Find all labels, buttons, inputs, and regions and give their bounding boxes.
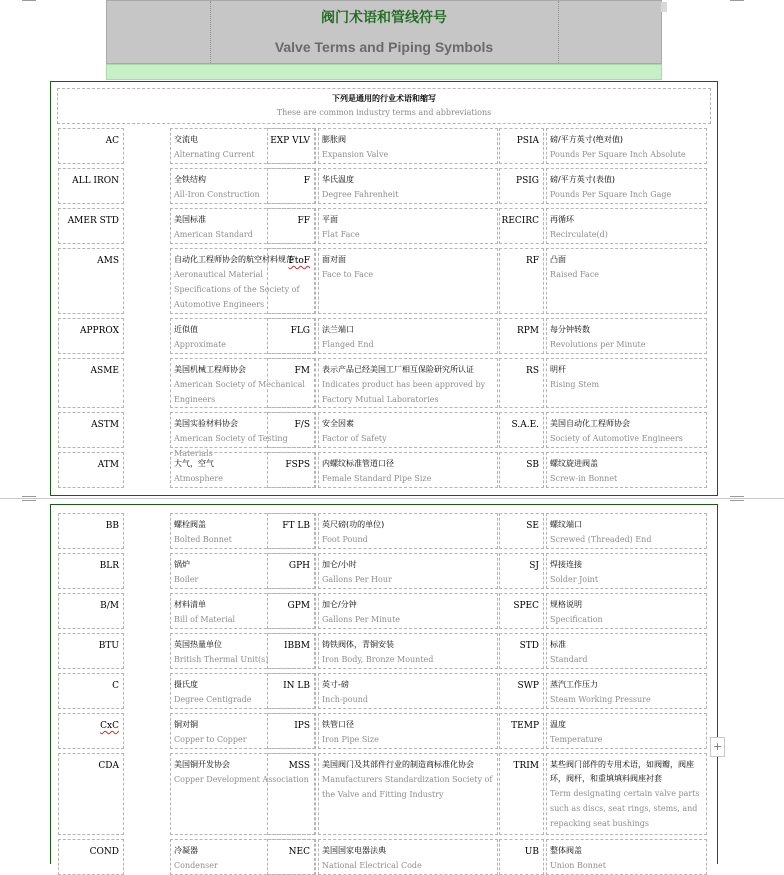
term-abbreviation: BLR — [58, 553, 124, 589]
term-name-cn: 锅炉 — [174, 560, 190, 569]
term-abbreviation: PSIA — [499, 128, 544, 164]
term-abbreviation: ASME — [58, 358, 124, 408]
term-description — [546, 633, 707, 669]
title-banner — [106, 0, 662, 64]
term-name-cn: 内螺纹标准管道口径 — [322, 459, 394, 468]
term-name-cn: 再循环 — [550, 215, 574, 224]
term-name-en: American Society of Mechanical Engineers — [174, 380, 305, 404]
term-name-cn: 磅/平方英寸(表值) — [550, 175, 615, 184]
term-description — [546, 412, 707, 448]
term-name-en: Degree Centigrade — [174, 695, 252, 704]
term-abbreviation: STD — [499, 633, 544, 669]
term-name-cn: 凸面 — [550, 255, 566, 264]
term-name-cn: 冷凝器 — [174, 846, 198, 855]
term-name-cn: 摄氏度 — [174, 680, 198, 689]
term-description — [546, 753, 707, 835]
term-name-cn: 加仑/分钟 — [322, 600, 357, 609]
term-name-cn: 明杆 — [550, 365, 566, 374]
term-name-cn: 材料清单 — [174, 600, 206, 609]
term-description — [546, 168, 707, 204]
term-abbreviation: SWP — [499, 673, 544, 709]
term-name-en: All-Iron Construction — [174, 190, 260, 199]
term-abbreviation: AC — [58, 128, 124, 164]
term-name-en: Inch-pound — [322, 695, 369, 704]
term-description — [546, 318, 707, 354]
term-name-cn: 美国阀门及其部件行业的制造商标准化协会 — [322, 760, 474, 769]
term-abbreviation: RS — [499, 358, 544, 408]
term-abbreviation: IPS — [267, 713, 315, 749]
term-description — [546, 713, 707, 749]
term-name-en: Iron Body, Bronze Mounted — [322, 655, 434, 664]
term-abbreviation: IN LB — [267, 673, 315, 709]
banner-green-band — [106, 64, 662, 80]
term-description — [318, 673, 498, 709]
term-abbreviation: RPM — [499, 318, 544, 354]
term-description — [318, 753, 498, 835]
term-description — [318, 318, 498, 354]
term-abbreviation: CxC — [58, 713, 124, 749]
term-abbreviation: PSIG — [499, 168, 544, 204]
term-name-cn: 美国国家电器法典 — [322, 846, 386, 855]
term-name-cn: 美国标准 — [174, 215, 206, 224]
term-description — [546, 128, 707, 164]
term-name-en: Gallons Per Minute — [322, 615, 401, 624]
term-name-cn: 美国铜开发协会 — [174, 760, 230, 769]
term-name-en: Term designating certain valve parts such as discs, seat rings, stems, and repacking seat bushings — [550, 789, 700, 828]
term-name-en: Union Bonnet — [550, 861, 606, 870]
term-name-en: Screwed (Threaded) End — [550, 535, 652, 544]
corner-mark — [22, 500, 36, 501]
term-name-cn: 铸铁阀体，青铜安装 — [322, 640, 394, 649]
term-name-cn: 近似值 — [174, 325, 198, 334]
term-abbreviation: SPEC — [499, 593, 544, 629]
term-description — [546, 208, 707, 244]
term-description — [318, 553, 498, 589]
terms-table-page-1 — [50, 81, 718, 496]
term-name-cn: 铁管口径 — [322, 720, 354, 729]
term-name-cn: 英国热量单位 — [174, 640, 222, 649]
term-description — [546, 452, 707, 488]
term-description — [318, 633, 498, 669]
term-name-cn: 规格说明 — [550, 600, 582, 609]
term-name-en: Steam Working Pressure — [550, 695, 651, 704]
term-description — [318, 513, 498, 549]
corner-mark — [22, 496, 36, 497]
term-name-cn: 螺纹端口 — [550, 520, 582, 529]
intro-en: These are common industry terms and abbreviations — [276, 108, 492, 117]
term-abbreviation: GPH — [267, 553, 315, 589]
term-name-en: Atmosphere — [174, 474, 223, 483]
term-name-en: Aeronautical Material Specifications of the Society of Automotive Engineers — [174, 270, 300, 309]
term-name-cn: 大气，空气 — [174, 459, 214, 468]
term-name-cn: 法兰端口 — [322, 325, 354, 334]
term-name-en: Temperature — [550, 735, 603, 744]
term-name-en: Flanged End — [322, 340, 374, 349]
term-name-en: Specification — [550, 615, 603, 624]
term-name-cn: 英寸-磅 — [322, 680, 349, 689]
term-name-en: Approximate — [174, 340, 227, 349]
corner-mark — [730, 0, 744, 1]
term-abbreviation: BB — [58, 513, 124, 549]
corner-mark — [22, 0, 36, 1]
term-abbreviation: AMS — [58, 248, 124, 314]
term-abbreviation: F/S — [267, 412, 315, 448]
term-name-en: Female Standard Pipe Size — [322, 474, 432, 483]
term-abbreviation: AMER STD — [58, 208, 124, 244]
term-abbreviation: F — [267, 168, 315, 204]
term-name-en: Standard — [550, 655, 588, 664]
term-description — [318, 168, 498, 204]
term-name-cn: 交流电 — [174, 135, 198, 144]
term-abbreviation: CDA — [58, 753, 124, 835]
term-name-cn: 铜对铜 — [174, 720, 198, 729]
terms-table-page-2 — [50, 504, 718, 870]
term-abbreviation: IBBM — [267, 633, 315, 669]
term-name-cn: 磅/平方英寸(绝对值) — [550, 135, 623, 144]
term-description — [546, 673, 707, 709]
term-name-en: American Society of Testing Materials — [174, 434, 288, 458]
term-name-cn: 标准 — [550, 640, 566, 649]
term-abbreviation: S.A.E. — [499, 412, 544, 448]
page-break-line — [0, 498, 784, 499]
term-name-en: Boiler — [174, 575, 199, 584]
term-description — [546, 593, 707, 629]
term-abbreviation: GPM — [267, 593, 315, 629]
term-description — [318, 358, 498, 408]
term-name-en: Recirculate(d) — [550, 230, 608, 239]
banner-edge — [661, 2, 667, 12]
term-abbreviation: RECIRC — [499, 208, 544, 244]
term-abbreviation: ALL IRON — [58, 168, 124, 204]
term-name-en: Indicates product has been approved by Factory Mutual Laboratories — [322, 380, 486, 404]
term-name-en: Factor of Safety — [322, 434, 387, 443]
term-name-en: Revolutions per Minute — [550, 340, 646, 349]
term-abbreviation: TEMP — [499, 713, 544, 749]
term-description — [546, 358, 707, 408]
term-name-en: Bolted Bonnet — [174, 535, 232, 544]
term-name-en: Pounds Per Square Inch Gage — [550, 190, 672, 199]
term-abbreviation: SB — [499, 452, 544, 488]
term-abbreviation: SJ — [499, 553, 544, 589]
term-name-en: Solder Joint — [550, 575, 599, 584]
term-abbreviation: UB — [499, 839, 544, 875]
term-name-en: Foot Pound — [322, 535, 368, 544]
term-name-en: British Thermal Unit(s) — [174, 655, 269, 664]
term-name-en: Screw-in Bonnet — [550, 474, 618, 483]
term-name-cn: 美国自动化工程师协会 — [550, 419, 630, 428]
term-abbreviation: MSS — [267, 753, 315, 835]
term-name-cn: 某些阀门部件的专用术语，如阀瓣，阀座环，阀杆，和重填填料阀座衬套 — [550, 760, 694, 783]
term-name-cn: 螺栓阀盖 — [174, 520, 206, 529]
term-description — [546, 513, 707, 549]
term-name-en: Flat Face — [322, 230, 360, 239]
page-title-en: Valve Terms and Piping Symbols — [274, 39, 494, 55]
term-name-cn: 自动化工程师协会的航空材料规范 — [174, 255, 294, 264]
term-description — [318, 248, 498, 314]
term-name-en: Copper Development Association — [174, 775, 309, 784]
term-name-cn: 美国机械工程师协会 — [174, 365, 246, 374]
term-name-en: Raised Face — [550, 270, 600, 279]
term-description — [546, 553, 707, 589]
corner-mark — [730, 500, 744, 501]
add-row-button[interactable]: + — [710, 737, 725, 757]
term-name-cn: 美国实验材料协会 — [174, 419, 238, 428]
term-name-cn: 螺纹旋进阀盖 — [550, 459, 598, 468]
term-description — [546, 248, 707, 314]
term-abbreviation: SE — [499, 513, 544, 549]
term-description — [546, 839, 707, 875]
term-name-cn: 全铁结构 — [174, 175, 206, 184]
term-abbreviation: NEC — [267, 839, 315, 875]
term-abbreviation: BTU — [58, 633, 124, 669]
term-abbreviation: ATM — [58, 452, 124, 488]
term-name-cn: 温度 — [550, 720, 566, 729]
term-name-cn: 安全因素 — [322, 419, 354, 428]
corner-mark — [730, 496, 744, 497]
term-abbreviation: FSPS — [267, 452, 315, 488]
term-abbreviation: B/M — [58, 593, 124, 629]
term-name-en: Manufacturers Standardization Society of the Valve and Fitting Industry — [322, 775, 493, 799]
intro-cn: 下列是通用的行业术语和缩写 — [332, 94, 436, 103]
term-name-cn: 膨胀阀 — [322, 135, 346, 144]
term-description — [318, 452, 498, 488]
term-name-cn: 面对面 — [322, 255, 346, 264]
term-abbreviation: FT LB — [267, 513, 315, 549]
term-name-en: Degree Fahrenheit — [322, 190, 399, 199]
term-description — [318, 713, 498, 749]
term-name-cn: 华氏温度 — [322, 175, 354, 184]
term-abbreviation: APPROX — [58, 318, 124, 354]
term-name-en: American Standard — [174, 230, 253, 239]
term-description — [318, 593, 498, 629]
term-name-cn: 平面 — [322, 215, 338, 224]
term-name-cn: 焊接连接 — [550, 560, 582, 569]
term-name-en: Alternating Current — [174, 150, 255, 159]
term-name-en: Bill of Material — [174, 615, 236, 624]
term-name-cn: 表示产品已经美国工厂相互保险研究所认证 — [322, 365, 474, 374]
term-name-cn: 加仑/小时 — [322, 560, 357, 569]
term-name-en: Copper to Copper — [174, 735, 247, 744]
term-abbreviation: EXP VLV — [267, 128, 315, 164]
term-name-en: Pounds Per Square Inch Absolute — [550, 150, 686, 159]
term-name-en: National Electrical Code — [322, 861, 422, 870]
term-name-en: Iron Pipe Size — [322, 735, 379, 744]
term-name-en: Society of Automotive Engineers — [550, 434, 683, 443]
term-name-cn: 蒸汽工作压力 — [550, 680, 598, 689]
term-name-en: Gallons Per Hour — [322, 575, 392, 584]
term-name-en: Rising Stem — [550, 380, 600, 389]
term-abbreviation: FLG — [267, 318, 315, 354]
term-name-en: Expansion Valve — [322, 150, 389, 159]
term-description — [318, 839, 498, 875]
term-abbreviation: RF — [499, 248, 544, 314]
term-abbreviation: FF — [267, 208, 315, 244]
page-title-cn: 阀门术语和管线符号 — [321, 10, 447, 26]
term-name-en: Face to Face — [322, 270, 374, 279]
term-abbreviation: FtoF — [267, 248, 315, 314]
term-description — [318, 128, 498, 164]
term-description — [318, 208, 498, 244]
term-name-cn: 每分钟转数 — [550, 325, 590, 334]
term-abbreviation: FM — [267, 358, 315, 408]
term-abbreviation: C — [58, 673, 124, 709]
term-name-en: Condenser — [174, 861, 218, 870]
table-intro — [57, 88, 711, 124]
term-abbreviation: TRIM — [499, 753, 544, 835]
term-abbreviation: ASTM — [58, 412, 124, 448]
term-description — [318, 412, 498, 448]
term-name-cn: 整体阀盖 — [550, 846, 582, 855]
term-abbreviation: COND — [58, 839, 124, 875]
term-name-cn: 英尺磅(功的单位) — [322, 520, 385, 529]
